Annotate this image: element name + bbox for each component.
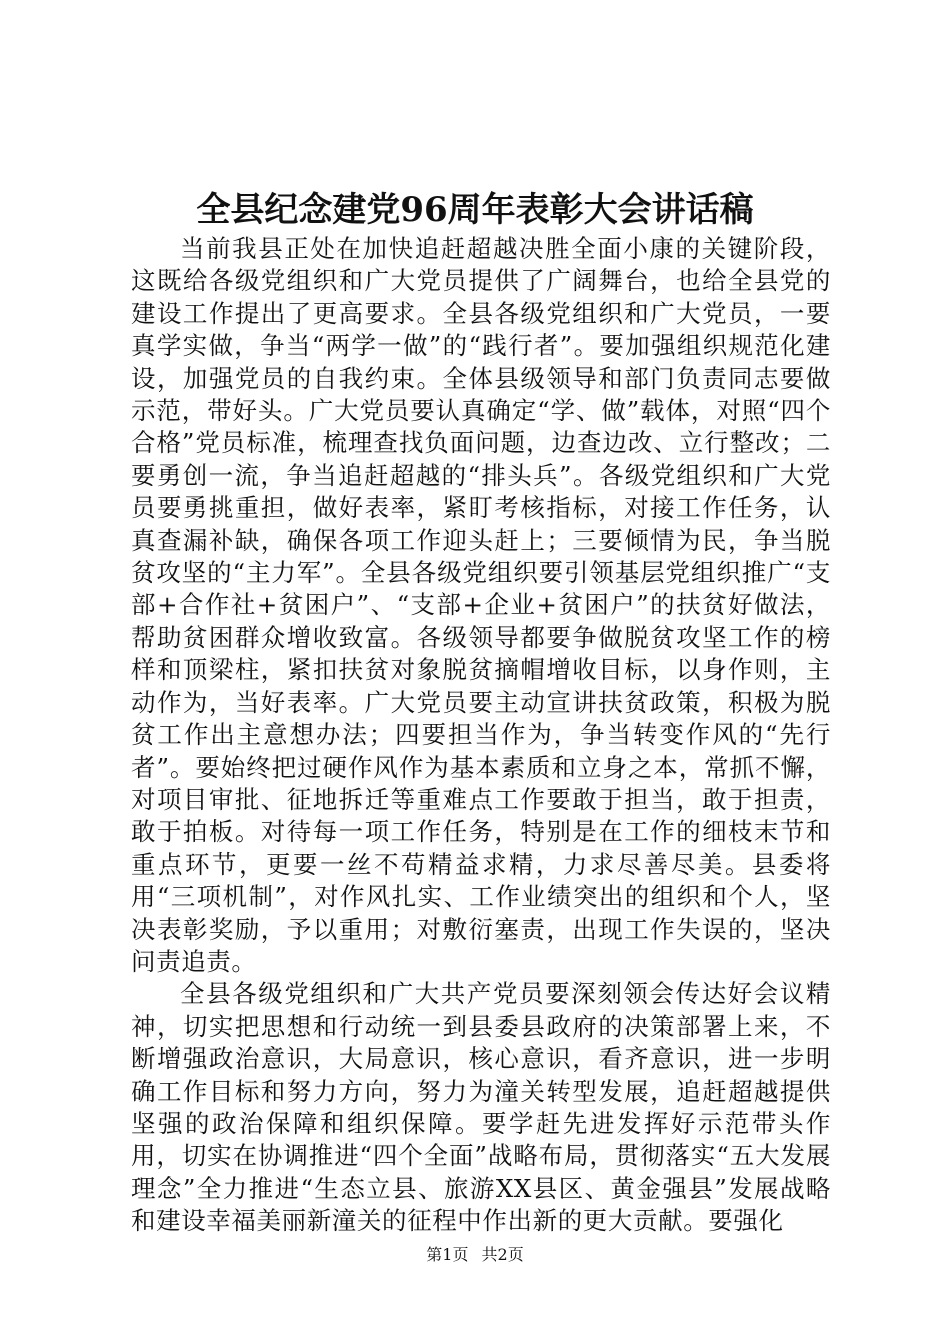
document-body [131,233,831,1238]
page-total: 共2页 [481,1245,524,1264]
paragraph: 当前我县正处在加快追赶超越决胜全面小康的关键阶段，这既给各级党组织和广大党员提供了广阔舞台，也给全县党的建设工作提出了更高要求。全县各级党组织和广大党员，一要真学实做，争当“两学一做”的“践行者”。要加强组织规范化建设，加强党员的自我约束。全体县级领导和部门负责同志要做示范，带好头。广大党员要认真确定“学、做”载体，对照“四个合格”党员标准，梳理查找负面问题，边查边改、立行整改；二要勇创一流，争当追赶超越的“排头兵”。各级党组织和广大党员要勇挑重担，做好表率，紧盯考核指标，对接工作任务，认真查漏补缺，确保各项工作迎头赶上；三要倾情为民，争当脱贫攻坚的“主力军”。全县各级党组织要引领基层党组织推广“支部+合作社+贫困户”、“支部+企业+贫困户”的扶贫好做法，帮助贫困群众增收致富。各级领导都要争做脱贫攻坚工作的榜样和顶梁柱，紧扣扶贫对象脱贫摘帽增收目标，以身作则，主动作为，当好表率。广大党员要主动宣讲扶贫政策，积极为脱贫工作出主意想办法；四要担当作为，争当转变作风的“先行者”。要始终把过硬作风作为基本素质和立身之本，常抓不懈，对项目审批、征地拆迁等重难点工作要敢于担当，敢于担责，敢于拍板。对待每一项工作任务，特别是在工作的细枝末节和重点环节，更要一丝不苟精益求精，力求尽善尽美。县委将用“三项机制”，对作风扎实、工作业绩突出的组织和个人，坚决表彰奖励，予以重用；对敷衍塞责，出现工作失误的，坚决问责追责。 [131,234,831,976]
paragraph: 全县各级党组织和广大共产党员要深刻领会传达好会议精神，切实把思想和行动统一到县委县政府的决策部署上来，不断增强政治意识，大局意识，核心意识，看齐意识，进一步明确工作目标和努力方向，努力为潼关转型发展，追赶超越提供坚强的政治保障和组织保障。要学赶先进发挥好示范带头作用，切实在协调推进“四个全面”战略布局，贯彻落实“五大发展理念”全力推进“生态立县、旅游XX县区、黄金强县”发展战略和建设幸福美丽新潼关的征程中作出新的更大贡献。要强化 [131,979,831,1236]
document-title: 全县纪念建党96周年表彰大会讲话稿 [196,190,754,230]
page-footer [0,1244,950,1266]
page-number: 第1页 [426,1245,469,1264]
